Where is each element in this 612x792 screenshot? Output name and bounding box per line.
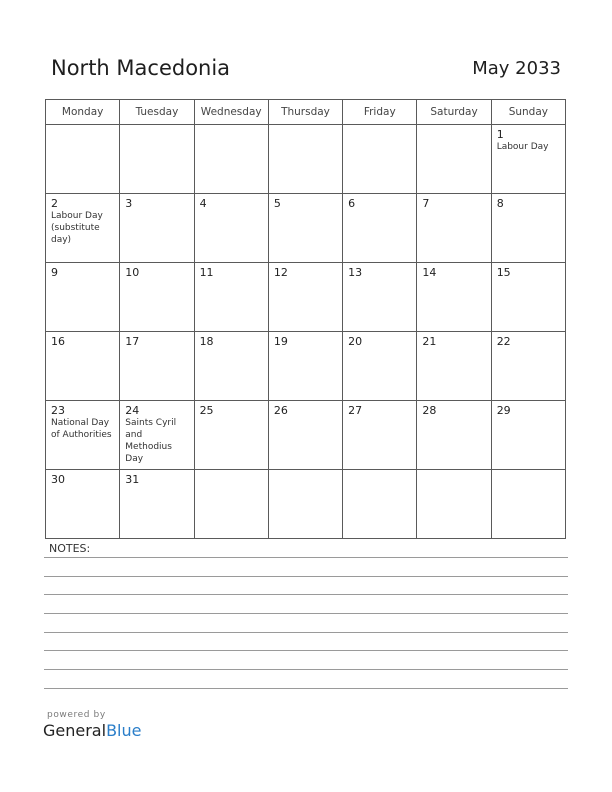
day-cell	[120, 263, 194, 332]
day-cell	[491, 401, 565, 470]
notes-line	[44, 688, 568, 689]
month-year-title: May 2033	[472, 58, 561, 79]
day-cell	[120, 194, 194, 263]
calendar-grid	[45, 99, 566, 539]
day-cell	[46, 470, 120, 539]
brand-name-part1: General	[43, 721, 107, 740]
day-cell	[46, 401, 120, 470]
day-number: 6	[348, 197, 356, 210]
day-cell	[194, 125, 268, 194]
day-cell	[194, 332, 268, 401]
week-row	[46, 125, 566, 194]
day-cell	[120, 332, 194, 401]
day-cell	[491, 125, 565, 194]
day-number: 5	[273, 197, 281, 210]
day-cell	[268, 470, 342, 539]
day-number: 3	[125, 197, 133, 210]
weekday-wednesday: Wednesday	[194, 100, 268, 125]
day-cell	[343, 332, 417, 401]
notes-line	[44, 632, 568, 633]
day-cell	[194, 401, 268, 470]
day-cell	[120, 125, 194, 194]
holiday-label: National Day of Authorities	[51, 418, 112, 440]
day-number: 24	[125, 404, 140, 417]
day-cell	[417, 401, 491, 470]
day-cell	[417, 470, 491, 539]
notes-line	[44, 557, 568, 558]
day-number: 15	[496, 266, 511, 279]
day-cell	[343, 401, 417, 470]
weekday-friday: Friday	[343, 100, 417, 125]
notes-label: NOTES:	[49, 542, 91, 555]
brand-name-part2: Blue	[106, 721, 142, 740]
week-row	[46, 401, 566, 470]
day-cell	[46, 194, 120, 263]
day-number: 17	[125, 335, 140, 348]
day-number: 8	[496, 197, 504, 210]
day-number: 12	[273, 266, 288, 279]
day-number: 30	[51, 473, 65, 486]
powered-by-text: powered by	[47, 710, 106, 720]
day-cell	[194, 470, 268, 539]
day-number: 7	[422, 197, 430, 210]
day-cell	[268, 401, 342, 470]
day-cell	[46, 125, 120, 194]
day-cell	[417, 263, 491, 332]
day-number: 1	[496, 128, 504, 141]
notes-line	[44, 594, 568, 595]
notes-line	[44, 576, 568, 577]
day-number: 16	[51, 335, 65, 348]
day-cell	[268, 194, 342, 263]
day-cell	[417, 332, 491, 401]
day-number: 27	[348, 404, 363, 417]
day-cell	[46, 332, 120, 401]
day-number: 28	[422, 404, 437, 417]
day-cell	[417, 194, 491, 263]
holiday-label: Labour Day	[496, 142, 549, 152]
day-cell	[491, 332, 565, 401]
day-number: 29	[496, 404, 511, 417]
day-number: 31	[125, 473, 140, 486]
weekday-header-row	[46, 100, 566, 125]
day-number: 22	[496, 335, 511, 348]
day-cell	[343, 125, 417, 194]
day-number: 21	[422, 335, 437, 348]
day-number: 19	[273, 335, 288, 348]
week-row	[46, 263, 566, 332]
day-cell	[491, 470, 565, 539]
brand-logo	[43, 721, 141, 740]
day-cell	[120, 470, 194, 539]
day-number: 9	[51, 266, 58, 279]
day-cell	[491, 263, 565, 332]
day-number: 4	[199, 197, 207, 210]
weekday-tuesday: Tuesday	[120, 100, 194, 125]
notes-line	[44, 613, 568, 614]
day-cell	[417, 125, 491, 194]
day-number: 18	[199, 335, 214, 348]
day-number: 2	[51, 197, 58, 210]
day-number: 23	[51, 404, 65, 417]
weekday-thursday: Thursday	[268, 100, 342, 125]
day-number: 13	[348, 266, 363, 279]
weekday-sunday: Sunday	[491, 100, 565, 125]
weekday-monday: Monday	[46, 100, 120, 125]
day-cell	[120, 401, 194, 470]
day-cell	[268, 332, 342, 401]
notes-line	[44, 669, 568, 670]
day-number: 10	[125, 266, 140, 279]
day-cell	[46, 263, 120, 332]
weekday-saturday: Saturday	[417, 100, 491, 125]
day-number: 14	[422, 266, 437, 279]
day-cell	[194, 194, 268, 263]
day-number: 20	[348, 335, 363, 348]
day-cell	[343, 470, 417, 539]
week-row	[46, 332, 566, 401]
notes-line	[44, 650, 568, 651]
day-cell	[268, 125, 342, 194]
day-cell	[268, 263, 342, 332]
day-number: 25	[199, 404, 214, 417]
day-cell	[491, 194, 565, 263]
day-cell	[194, 263, 268, 332]
day-cell	[343, 194, 417, 263]
day-number: 26	[273, 404, 288, 417]
holiday-label: Labour Day (substitute day)	[51, 211, 103, 245]
holiday-label: Saints Cyril and Methodius Day	[125, 418, 177, 464]
country-title: North Macedonia	[51, 56, 231, 80]
day-number: 11	[199, 266, 214, 279]
week-row	[46, 194, 566, 263]
week-row	[46, 470, 566, 539]
day-cell	[343, 263, 417, 332]
